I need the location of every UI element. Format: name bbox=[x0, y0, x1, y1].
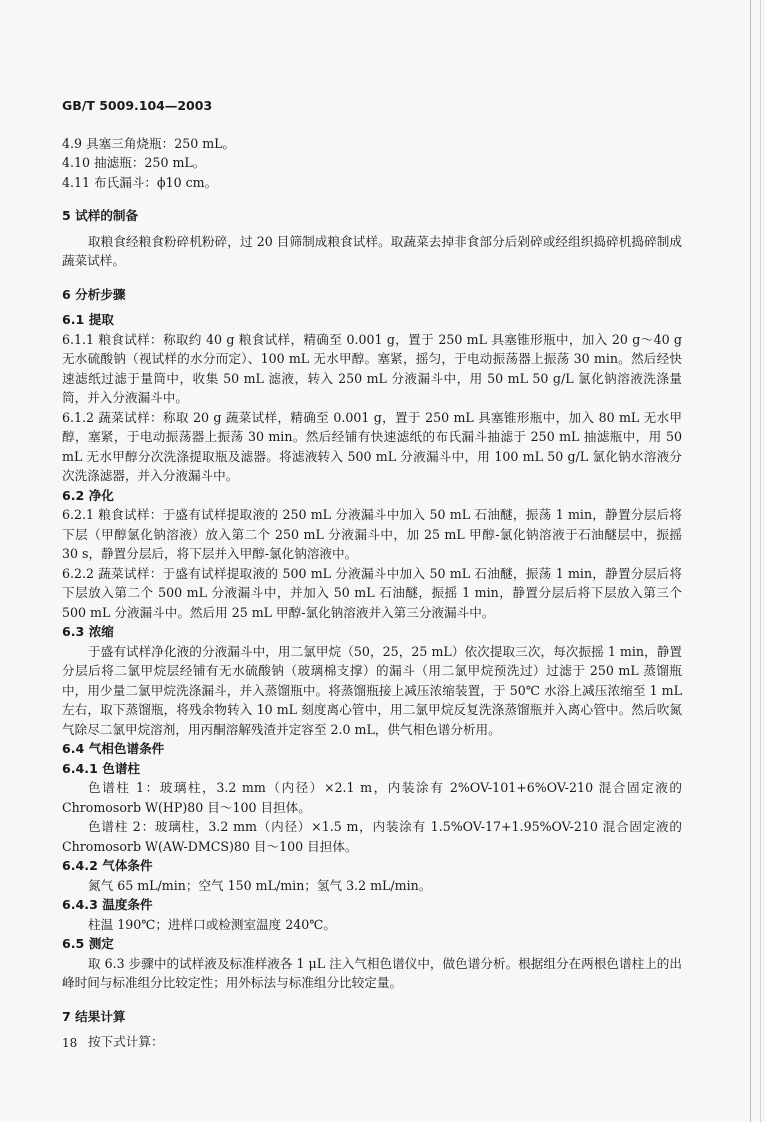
section-6-2-heading: 6.2 净化 bbox=[62, 487, 114, 503]
scan-edge-line-outer bbox=[760, 0, 761, 1122]
section-6-4-3-heading: 6.4.3 温度条件 bbox=[62, 897, 153, 912]
section-6-1-2-text: 6.1.2 蔬菜试样：称取 20 g 蔬菜试样，精确至 0.001 g，置于 250 mL 具塞锥形瓶中，加入 80 mL 无水甲醇，塞紧，于电动振荡器上振荡 30 min。然后经铺有快速滤纸的布氏漏斗抽滤于 250 mL 抽滤瓶中，用 50 mL 无水甲醇分次洗涤提取瓶及滤器。将滤液转入 500 mL 分液漏斗中，用 100 mL 50 g/L 氯化钠水溶液分次洗涤滤器，并入分液漏斗中。 bbox=[62, 409, 682, 483]
section-7-heading: 7 结果计算 bbox=[62, 1008, 126, 1024]
page-content bbox=[62, 96, 682, 1052]
section-6-1-heading: 6.1 提取 bbox=[62, 312, 114, 327]
section-5-heading: 5 试样的制备 bbox=[62, 208, 139, 223]
section-6-5-heading: 6.5 测定 bbox=[62, 936, 114, 951]
section-6-4-3-text: 柱温 190℃；进样口或检测室温度 240℃。 bbox=[88, 916, 336, 932]
section-6-4-2-heading: 6.4.2 气体条件 bbox=[62, 858, 153, 873]
section-6-4-heading: 6.4 气相色谱条件 bbox=[62, 741, 165, 756]
section-6-4-2-text: 氮气 65 mL/min；空气 150 mL/min；氢气 3.2 mL/min。 bbox=[88, 877, 432, 893]
section-6-1-1-text: 6.1.1 粮食试样：称取约 40 g 粮食试样，精确至 0.001 g，置于 250 mL 具塞锥形瓶中，加入 20 g～40 g 无水硫酸钠（视试样的水分而定）、100 mL 无水甲醇。塞紧，摇匀，于电动振荡器上振荡 30 min。然后经快速滤纸过滤于量筒中，收集 50 mL 滤液，转入 250 mL 分液漏斗中，用 50 mL 50 g/L 氯化钠溶液洗涤量筒，并入分液漏斗中。 bbox=[62, 331, 682, 405]
section-6-2-1-text: 6.2.1 粮食试样：于盛有试样提取液的 250 mL 分液漏斗中加入 50 mL 石油醚，振荡 1 min，静置分层后将下层（甲醇氯化钠溶液）放入第二个 250 mL 分液漏斗中，加 25 mL 甲醇-氯化钠溶液于石油醚层中，振摇 30 s，静置分层后，将下层并入甲醇-氯化钠溶液中。 bbox=[62, 507, 682, 561]
item-4-11: 4.11 布氏漏斗：ϕ10 cm。 bbox=[62, 174, 218, 190]
scan-edge-line bbox=[750, 0, 751, 1122]
standard-code: GB/T 5009.104—2003 bbox=[62, 98, 213, 113]
section-6-4-1-column-1: 色谱柱 1：玻璃柱，3.2 mm（内径）×2.1 m，内装涂有 2%OV-101+6%OV-210 混合固定液的 Chromosorb W(HP)80 目～100 目担体。 bbox=[62, 780, 682, 815]
section-6-5-text: 取 6.3 步骤中的试样液及标准样液各 1 μL 注入气相色谱仪中，做色谱分析。根据组分在两根色谱柱上的出峰时间与标准组分比较定性；用外标法与标准组分比较定量。 bbox=[62, 955, 682, 990]
item-4-10: 4.10 抽滤瓶：250 mL。 bbox=[62, 155, 206, 170]
section-6-4-1-heading: 6.4.1 色谱柱 bbox=[62, 760, 141, 776]
section-6-heading: 6 分析步骤 bbox=[62, 286, 126, 302]
section-5-text: 取粮食经粮食粉碎机粉碎，过 20 目筛制成粮食试样。取蔬菜去掉非食部分后剁碎或经组织捣碎机捣碎制成蔬菜试样。 bbox=[62, 233, 682, 268]
item-4-9: 4.9 具塞三角烧瓶：250 mL。 bbox=[62, 135, 236, 151]
section-6-3-heading: 6.3 浓缩 bbox=[62, 624, 114, 639]
section-7-text: 按下式计算： bbox=[88, 1034, 164, 1049]
page-number: 18 bbox=[62, 1036, 78, 1050]
section-6-3-text: 于盛有试样净化液的分液漏斗中，用二氯甲烷（50，25，25 mL）依次提取三次，每次振摇 1 min，静置分层后将二氯甲烷层经铺有无水硫酸钠（玻璃棉支撑）的漏斗（用二氯甲烷预洗过）过滤于 250 mL 蒸馏瓶中，用少量二氯甲烷洗涤漏斗，并入蒸馏瓶中。将蒸馏瓶接上减压浓缩装置，于 50℃ 水浴上减压浓缩至 1 mL 左右，取下蒸馏瓶，将残余物转入 10 mL 刻度离心管中，用二氯甲烷反复洗涤蒸馏瓶并入离心管中。然后吹氮气除尽二氯甲烷溶剂，用丙酮溶解残渣并定容至 2.0 mL，供气相色谱分析用。 bbox=[62, 643, 682, 737]
section-6-2-2-text: 6.2.2 蔬菜试样：于盛有试样提取液的 500 mL 分液漏斗中加入 50 mL 石油醚，振荡 1 min，静置分层后将下层放入第二个 500 mL 分液漏斗中，并加入 50 mL 石油醚，振摇 1 min，静置分层后将下层放入第三个 500 mL 分液漏斗中。然后用 25 mL 甲醇-氯化钠溶液并入第三分液漏斗中。 bbox=[62, 565, 682, 620]
section-6-4-1-column-2: 色谱柱 2：玻璃柱，3.2 mm（内径）×1.5 m，内装涂有 1.5%OV-17+1.95%OV-210 混合固定液的 Chromosorb W(AW-DMCS)80 目～100 目担体。 bbox=[62, 819, 682, 854]
